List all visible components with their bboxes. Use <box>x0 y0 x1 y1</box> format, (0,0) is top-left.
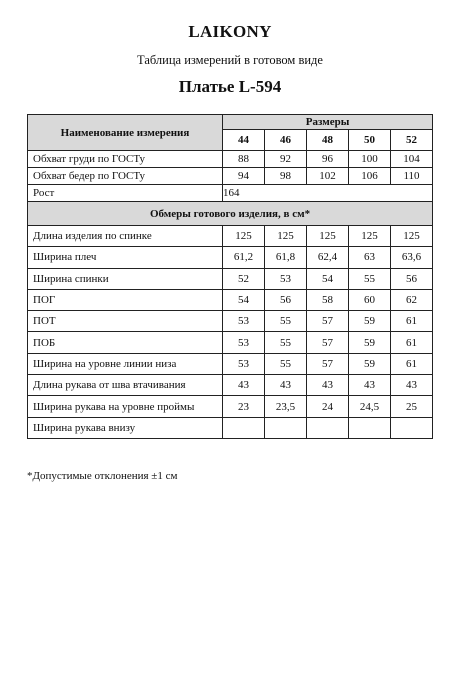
value-cell: 43 <box>349 375 391 396</box>
value-cell: 53 <box>223 353 265 374</box>
value-cell: 43 <box>391 375 433 396</box>
value-cell: 59 <box>349 332 391 353</box>
value-cell: 55 <box>265 311 307 332</box>
value-cell: 92 <box>265 151 307 168</box>
size-cell: 52 <box>391 130 433 151</box>
value-cell: 94 <box>223 168 265 185</box>
section-title: Обмеры готового изделия, в см* <box>28 202 433 226</box>
value-cell: 56 <box>265 289 307 310</box>
brand-title: LAIKONY <box>188 22 272 41</box>
value-cell: 43 <box>307 375 349 396</box>
row-label: Ширина плеч <box>28 247 223 268</box>
row-label: Обхват груди по ГОСТу <box>28 151 223 168</box>
measurement-name-header: Наименование измерения <box>28 115 223 151</box>
value-cell: 55 <box>265 332 307 353</box>
value-cell <box>223 417 265 438</box>
value-cell: 23 <box>223 396 265 417</box>
value-cell: 125 <box>223 226 265 247</box>
row-label: ПОТ <box>28 311 223 332</box>
row-label: Ширина спинки <box>28 268 223 289</box>
value-cell: 52 <box>223 268 265 289</box>
value-cell: 104 <box>391 151 433 168</box>
value-cell: 100 <box>349 151 391 168</box>
value-cell: 60 <box>349 289 391 310</box>
value-cell: 43 <box>223 375 265 396</box>
row-label: Ширина рукава на уровне проймы <box>28 396 223 417</box>
value-cell <box>307 417 349 438</box>
value-cell: 53 <box>223 332 265 353</box>
value-cell: 57 <box>307 332 349 353</box>
value-cell: 59 <box>349 353 391 374</box>
value-cell: 61,2 <box>223 247 265 268</box>
table-row <box>28 332 433 353</box>
value-cell <box>349 417 391 438</box>
value-cell: 125 <box>265 226 307 247</box>
value-cell: 61 <box>391 353 433 374</box>
value-cell: 55 <box>265 353 307 374</box>
value-cell: 63,6 <box>391 247 433 268</box>
row-label: Длина рукава от шва втачивания <box>28 375 223 396</box>
value-cell: 98 <box>265 168 307 185</box>
row-label: Ширина на уровне линии низа <box>28 353 223 374</box>
value-cell: 57 <box>307 353 349 374</box>
table-row <box>28 396 433 417</box>
table-row <box>28 289 433 310</box>
value-cell: 125 <box>349 226 391 247</box>
table-row <box>28 247 433 268</box>
row-label: Длина изделия по спинке <box>28 226 223 247</box>
value-cell: 24 <box>307 396 349 417</box>
row-label: Ширина рукава внизу <box>28 417 223 438</box>
table-row <box>28 168 433 185</box>
value-cell: 58 <box>307 289 349 310</box>
value-cell: 62 <box>391 289 433 310</box>
value-cell: 54 <box>307 268 349 289</box>
value-cell: 125 <box>391 226 433 247</box>
table-row <box>28 417 433 438</box>
size-table <box>27 114 433 439</box>
document-subtitle: Таблица измерений в готовом виде <box>137 53 323 67</box>
value-cell: 96 <box>307 151 349 168</box>
size-cell: 50 <box>349 130 391 151</box>
table-row <box>28 226 433 247</box>
value-cell: 106 <box>349 168 391 185</box>
table-row <box>28 375 433 396</box>
size-cell: 48 <box>307 130 349 151</box>
value-cell: 88 <box>223 151 265 168</box>
value-cell: 53 <box>223 311 265 332</box>
height-value: 164 <box>223 185 433 202</box>
value-cell: 62,4 <box>307 247 349 268</box>
value-cell: 61 <box>391 311 433 332</box>
value-cell: 54 <box>223 289 265 310</box>
tolerance-note: *Допустимые отклонения ±1 см <box>27 470 178 482</box>
value-cell: 59 <box>349 311 391 332</box>
table-row <box>28 353 433 374</box>
value-cell: 63 <box>349 247 391 268</box>
table-row <box>28 151 433 168</box>
size-cell: 46 <box>265 130 307 151</box>
row-label: ПОГ <box>28 289 223 310</box>
value-cell: 125 <box>307 226 349 247</box>
value-cell: 25 <box>391 396 433 417</box>
value-cell: 23,5 <box>265 396 307 417</box>
sizes-header: Размеры <box>223 115 433 130</box>
value-cell: 61 <box>391 332 433 353</box>
row-label: Обхват бедер по ГОСТу <box>28 168 223 185</box>
product-title: Платье L-594 <box>178 77 282 96</box>
value-cell: 53 <box>265 268 307 289</box>
value-cell <box>391 417 433 438</box>
value-cell: 110 <box>391 168 433 185</box>
value-cell: 55 <box>349 268 391 289</box>
value-cell: 102 <box>307 168 349 185</box>
row-label: ПОБ <box>28 332 223 353</box>
value-cell: 56 <box>391 268 433 289</box>
size-cell: 44 <box>223 130 265 151</box>
height-row <box>28 185 433 202</box>
value-cell: 61,8 <box>265 247 307 268</box>
value-cell <box>265 417 307 438</box>
table-row <box>28 311 433 332</box>
value-cell: 57 <box>307 311 349 332</box>
row-label: Рост <box>28 185 223 202</box>
value-cell: 43 <box>265 375 307 396</box>
table-row <box>28 268 433 289</box>
value-cell: 24,5 <box>349 396 391 417</box>
